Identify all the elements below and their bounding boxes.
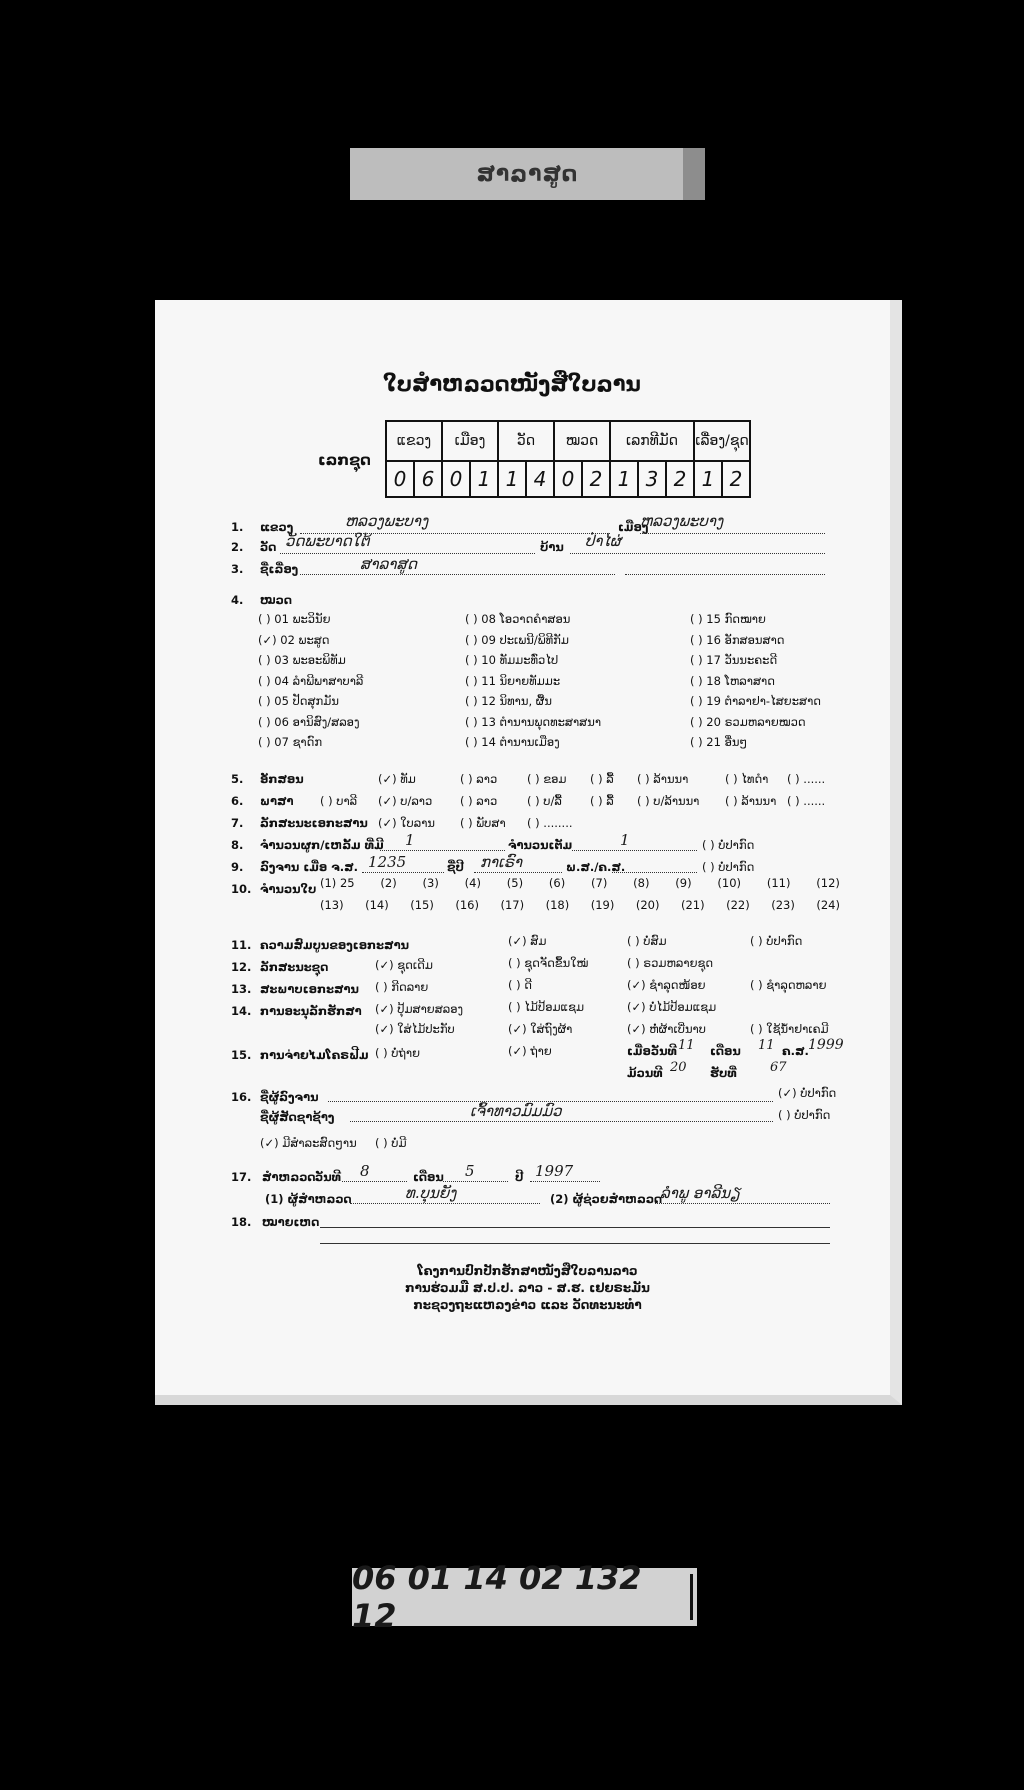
row-5-option[interactable]: ( ) ລາວ (460, 772, 498, 786)
category-checkbox[interactable]: ( ) 05 ປັດສຸກມັນ (258, 694, 339, 708)
row-11-option[interactable]: ( ) ບໍ່ປາກົດ (750, 934, 803, 948)
surveyor-line (350, 1203, 540, 1204)
category-checkbox[interactable]: ( ) 14 ຕຳນານເມືອງ (465, 735, 560, 749)
field-2-value: ວັດພະບາດໃຕ້ (285, 532, 370, 550)
row-6-label: ພາສາ (260, 794, 294, 808)
category-column-1 (258, 612, 363, 756)
row-6-option[interactable]: ( ) ບ/ລ້ານນາ (637, 794, 700, 808)
row-16-option[interactable]: ( ) ບໍ່ມີ (375, 1136, 407, 1150)
category-checkbox[interactable]: ( ) 08 ໂອວາດຄຳສອນ (465, 612, 571, 626)
row-6-option[interactable]: ( ) ...... (787, 794, 826, 808)
code-digit: 3 (638, 461, 666, 497)
bottom-label-edge (690, 1574, 693, 1620)
footer-line: ໂຄງການປົກປັກຮັກສາໜັງສືໃບລານລາວ (417, 1264, 638, 1278)
row-16-number: 16. (231, 1090, 252, 1104)
field-2-number: 2. (231, 540, 244, 554)
row-10-label: ຈຳນວນໃບ (260, 882, 317, 896)
row-7-option[interactable]: ( ) ພັບສາ (460, 816, 506, 830)
row-5-label: ອັກສອນ (260, 772, 304, 786)
row-14-option[interactable]: ( ) ໃຊ້ນ້ຳຢາເຄມີ (750, 1022, 829, 1036)
code-digit: 0 (442, 461, 470, 497)
row-9-line3 (612, 872, 697, 873)
row-9-value2: ກາເຣົາ (480, 853, 523, 871)
microfilm-date-label: ເມື່ອວັນທີ (627, 1044, 677, 1058)
row-8-value: 1 (405, 831, 415, 849)
leaf-count-cell: (15) (410, 898, 434, 912)
microfilm-day: 11 (678, 1038, 695, 1053)
row-8-label: ຈຳນວນຜູກ/ເຫລັ້ມ ທີ່ມີ (260, 838, 384, 852)
microfilm-frame: 67 (770, 1060, 787, 1075)
leaf-count-cell: (11) (766, 876, 791, 890)
category-checkbox[interactable]: ( ) 01 ພະວິນັຍ (258, 612, 331, 626)
field-1-value2: ຫລວງພະບາງ (640, 512, 724, 530)
leaf-count-cell: (6) (548, 876, 566, 890)
row-5-option[interactable]: ( ) ໄທດຳ (725, 772, 769, 786)
row-16-option[interactable]: (✓) ມີສຳລະສົດໆານ (260, 1136, 357, 1150)
row-9-label2: ຊື່ປີ (447, 860, 464, 874)
category-checkbox[interactable]: ( ) 16 ອັກສອນສາດ (690, 632, 785, 647)
microfilm-month-label: ເດືອນ (710, 1044, 741, 1058)
category-checkbox[interactable]: (✓) 02 ພະສູດ (258, 632, 330, 647)
leaf-count-cell: (17) (500, 898, 525, 912)
row-14-number: 14. (231, 1004, 252, 1018)
survey-day-label: ວັນທີ (315, 1170, 342, 1184)
header-strip-text: ສາລາສູດ (476, 161, 579, 187)
field-3-label: ຊື່ເລື່ອງ (260, 562, 299, 576)
row-15-number: 15. (231, 1048, 252, 1062)
row-6-number: 6. (231, 794, 244, 808)
code-digit: 0 (554, 461, 582, 497)
row-6-option[interactable]: (✓) ບ/ລາວ (378, 794, 433, 808)
leaf-count-cell: (24) (816, 898, 840, 912)
row-10-number: 10. (231, 882, 252, 896)
row-12-option[interactable]: ( ) ຣວມຫລາຍຊຸດ (627, 956, 714, 970)
microfilm-year-label: ຄ.ສ. (782, 1044, 809, 1058)
row-14-label: ການອະນຸລັກຮັກສາ (260, 1004, 362, 1018)
field-3-line (300, 574, 615, 575)
survey-year-label: ປີ (515, 1170, 524, 1184)
field-2-label: ວັດ (260, 540, 277, 554)
row-9-number: 9. (231, 860, 244, 874)
field-1-value: ຫລວງພະບາງ (345, 512, 429, 530)
row-11-label: ຄວາມສົມບູນຂອງເອກະສານ (260, 938, 409, 952)
category-checkbox[interactable]: ( ) 20 ຣວມຫລາຍໝວດ (690, 714, 806, 729)
row-13-option[interactable]: ( ) ດີ (508, 978, 532, 992)
footer-line: ກະຊວງຖະແຫລງຂ່າວ ແລະ ວັດທະນະທຳ (413, 1298, 642, 1312)
row-16-value2: ເຈົ້າທາວມົມມົວ (470, 1102, 562, 1120)
microfilm-month: 11 (758, 1038, 775, 1053)
code-header-bundle: ເລກທີມັດ (610, 421, 694, 461)
code-digit: 2 (666, 461, 694, 497)
row-9-label3: ພ.ສ./ຄ.ສ. (566, 860, 626, 874)
category-checkbox[interactable]: ( ) 12 ນິທານ, ຜື້ນ (465, 694, 552, 708)
code-header-category: ໝວດ (554, 421, 610, 461)
row-11-option[interactable]: (✓) ສົມ (508, 934, 547, 948)
leaf-count-cell: (13) (320, 898, 344, 912)
leaf-count-cell: (8) (633, 876, 650, 890)
field-1-label2: ເມືອງ (618, 520, 649, 534)
code-header-story: ເລື່ອງ/ຊຸດ (694, 421, 750, 461)
field-2-line2 (570, 553, 825, 554)
remarks-line (320, 1243, 830, 1244)
header-strip-tab (683, 148, 705, 200)
survey-year: 1997 (535, 1162, 574, 1180)
row-14-option[interactable]: (✓) ບໍ່ໄມ້ປ້ອມແຊມ (627, 1000, 717, 1014)
category-column-2 (465, 612, 601, 756)
leaf-count-cell: (7) (591, 876, 608, 890)
row-7-option[interactable]: (✓) ໃບລານ (378, 816, 435, 830)
remarks-line (320, 1227, 830, 1228)
row-11-number: 11. (231, 938, 252, 952)
row-13-option[interactable]: ( ) ກີດລາຍ (375, 980, 429, 994)
assistant-surveyor-label: (2) ຜູ້ຊ່ວຍສຳຫລວດ (550, 1192, 663, 1206)
category-checkbox[interactable]: ( ) 03 ພະອະພິທັມ (258, 653, 346, 667)
leaf-count-cell: (22) (726, 898, 750, 912)
code-digit: 2 (722, 461, 750, 497)
bottom-code-text: 06 01 14 02 132 12 (352, 1559, 642, 1635)
row-8-label2: ຈຳນວນເຕັມ (508, 838, 573, 852)
row-8-number: 8. (231, 838, 244, 852)
survey-day: 8 (360, 1162, 370, 1180)
leaf-count-cell: (21) (681, 898, 705, 912)
category-checkbox[interactable]: ( ) 17 ວັນນະຄະດີ (690, 653, 778, 667)
row-14-option[interactable]: (✓) ໃສ່ໄມ້ປະກັບ (375, 1022, 455, 1036)
microfilm-roll-label: ມ້ວນທີ (627, 1066, 663, 1080)
code-header-district: ເມືອງ (442, 421, 498, 461)
leaf-count-row-1 (320, 876, 840, 890)
row-13-option[interactable]: (✓) ຊຳລຸດໜ້ອຍ (627, 978, 706, 992)
bottom-code-label (352, 1559, 697, 1635)
row-14-option[interactable]: ( ) ໄມ້ປ້ອມແຊມ (508, 1000, 585, 1014)
row-6-option[interactable]: ( ) ບາລີ (320, 794, 358, 808)
row-17-number: 17. (231, 1170, 252, 1184)
field-2-value2: ປ່າໄຜ່ (585, 532, 622, 550)
row-15-option[interactable]: ( ) ບໍ່ຖ່າຍ (375, 1046, 420, 1060)
leaf-count-cell: (3) (422, 876, 439, 890)
code-digit: 1 (694, 461, 722, 497)
row-18-label: ໝາຍເຫດ (262, 1215, 320, 1229)
leaf-count-cell: (2) (380, 876, 397, 890)
category-checkbox[interactable]: ( ) 11 ນິຍາຍທັມມະ (465, 673, 561, 688)
row-15-option[interactable]: (✓) ຖ່າຍ (508, 1044, 552, 1058)
row-8-value2: 1 (620, 831, 630, 849)
row-12-option[interactable]: ( ) ຊຸດຈັດຂຶ້ນໃໝ່ (508, 956, 589, 970)
leaf-count-cell: (9) (675, 876, 692, 890)
leaf-count-cell: (14) (365, 898, 389, 912)
row-7-label: ລັກສະນະເອກະສານ (260, 816, 368, 830)
row-5-option[interactable]: ( ) ຂອມ (527, 772, 567, 786)
survey-day-line (342, 1181, 407, 1182)
field-3-line2 (625, 574, 825, 575)
leaf-count-cell: (18) (545, 898, 570, 912)
row-7-option[interactable]: ( ) ........ (527, 816, 573, 830)
row-13-number: 13. (231, 982, 252, 996)
leaf-count-cell: (19) (590, 898, 615, 912)
assistant-surveyor-name: ລຳພູ ອາລີນຽ (660, 1184, 741, 1202)
row-9-label: ລົງຈານ ເມື່ອ ຈ.ສ. (260, 860, 358, 874)
category-checkbox[interactable]: ( ) 10 ທັມມະທົ່ວໄປ (465, 653, 559, 667)
microfilm-roll: 20 (670, 1060, 687, 1075)
row-6-option[interactable]: ( ) ບ/ລື້ (527, 794, 562, 808)
row-11-option[interactable]: ( ) ບໍ່ສົມ (627, 934, 667, 948)
surveyor-name: ທ.ບຸນຍັງ (405, 1184, 457, 1202)
field-4-number: 4. (231, 593, 244, 607)
field-1-number: 1. (231, 520, 244, 534)
survey-month-label: ເດືອນ (413, 1170, 444, 1184)
field-1-label: ແຂວງ (260, 520, 294, 534)
footer-line: ການຮ່ວມມື ສ.ປ.ປ. ລາວ - ສ.ຮ. ເຢຍຣະມັນ (405, 1281, 650, 1295)
form-footer (160, 1263, 895, 1314)
row-9-option[interactable]: ( ) ບໍ່ປາກົດ (702, 860, 755, 874)
leaf-count-cell: (16) (455, 898, 479, 912)
row-14-option[interactable]: (✓) ຫໍ່ຜ້າເບີ່ນາບ (627, 1022, 706, 1036)
row-13-label: ສະພາບເອກະສານ (260, 982, 359, 996)
category-checkbox[interactable]: ( ) 09 ປະເພນີ/ພິທີກັມ (465, 632, 569, 647)
row-16-label2: ຊື່ຜູ້ສັດຊາຊ້າງ (260, 1110, 335, 1124)
assistant-surveyor-line (655, 1203, 830, 1204)
category-checkbox[interactable]: ( ) 19 ຕຳລາຢາ-ໄສຍະສາດ (690, 694, 821, 708)
row-9-line2 (474, 872, 562, 873)
category-column-3 (690, 612, 821, 756)
microfilm-year: 1999 (808, 1037, 844, 1053)
row-16-label: ຊື່ຜູ້ລົງຈານ (260, 1090, 319, 1104)
code-header-province: ແຂວງ (386, 421, 442, 461)
code-digit: 1 (470, 461, 498, 497)
code-digit: 1 (498, 461, 526, 497)
microfilm-frame-label: ຮັບທີ່ (710, 1066, 737, 1080)
header-strip-label (350, 148, 705, 200)
row-9-value: 1235 (368, 853, 407, 871)
row-15-label: ການຈ່າຍໄມໂຄຣຟີມ (260, 1048, 369, 1062)
row-5-option[interactable]: ( ) ...... (787, 772, 826, 786)
field-3-number: 3. (231, 562, 244, 576)
code-digit: 1 (610, 461, 638, 497)
category-checkbox[interactable]: ( ) 13 ຕຳນານພຸດທະສາສນາ (465, 714, 602, 729)
row-6-option[interactable]: ( ) ລື້ (590, 794, 614, 808)
row-16-line2 (350, 1121, 773, 1122)
code-digit: 2 (582, 461, 610, 497)
row-9-line (362, 872, 444, 873)
code-digit: 6 (414, 461, 442, 497)
leaf-count-cell: (12) (816, 876, 840, 890)
row-12-option[interactable]: (✓) ຊຸດເດີມ (375, 958, 433, 972)
code-table (385, 420, 751, 498)
row-12-number: 12. (231, 960, 252, 974)
category-checkbox[interactable]: ( ) 04 ລຳພີພາສາບາລີ (258, 673, 364, 688)
leaf-count-row-2 (320, 898, 840, 912)
row-14-option[interactable]: (✓) ປຸ້ມສາຍສລອງ (375, 1002, 464, 1016)
form-title: ໃບສຳຫລວດໜັງສືໃບລານ (383, 372, 641, 396)
category-checkbox[interactable]: ( ) 07 ຊາດົກ (258, 735, 323, 749)
row-6-option[interactable]: ( ) ລາວ (460, 794, 498, 808)
leaf-count-cell: (20) (635, 898, 660, 912)
row-12-label: ລັກສະນະຊຸດ (260, 960, 329, 974)
row-6-option[interactable]: ( ) ລ້ານນາ (725, 794, 777, 808)
row-8-line2 (572, 850, 697, 851)
row-18-number: 18. (231, 1215, 252, 1229)
category-checkbox[interactable]: ( ) 15 ກົດໝາຍ (690, 612, 766, 626)
category-checkbox[interactable]: ( ) 18 ໂຫລາສາດ (690, 673, 775, 688)
row-17-label: ສຳຫລວດ (262, 1170, 316, 1184)
category-checkbox[interactable]: ( ) 21 ອື່ນໆ (690, 735, 748, 749)
row-14-option[interactable]: (✓) ໃສ່ຖົງຜ້າ (508, 1022, 573, 1036)
field-2-line (280, 553, 535, 554)
survey-month: 5 (465, 1162, 475, 1180)
row-7-number: 7. (231, 816, 244, 830)
code-label: ເລກຊຸດ (318, 451, 371, 469)
leaf-count-cell: (4) (464, 876, 481, 890)
row-5-number: 5. (231, 772, 244, 786)
field-2-label2: ບ້ານ (540, 540, 564, 554)
code-digit: 0 (386, 461, 414, 497)
leaf-count-cell: (10) (717, 876, 742, 890)
field-1-line2 (640, 533, 825, 534)
row-8-line (380, 850, 505, 851)
row-13-option[interactable]: ( ) ຊຳລຸດຫລາຍ (750, 978, 827, 992)
row-5-option[interactable]: ( ) ລື້ (590, 772, 614, 786)
surveyor-label: (1) ຜູ້ສຳຫລວດ (265, 1192, 352, 1206)
row-5-option[interactable]: (✓) ທັມ (378, 772, 416, 786)
code-digit: 4 (526, 461, 554, 497)
field-4-label: ໝວດ (260, 593, 292, 607)
row-16-option[interactable]: (✓) ບໍ່ປາກົດ (778, 1086, 837, 1100)
leaf-count-cell: (5) (506, 876, 524, 890)
survey-month-line (443, 1181, 508, 1182)
row-5-option[interactable]: ( ) ລ້ານນາ (637, 772, 689, 786)
leaf-count-cell: (1) 25 (320, 876, 355, 890)
code-header-temple: ວັດ (498, 421, 554, 461)
row-8-option[interactable]: ( ) ບໍ່ປາກົດ (702, 838, 755, 852)
leaf-count-cell: (23) (771, 898, 795, 912)
category-checkbox[interactable]: ( ) 06 ອານິສົງ/ສລອງ (258, 714, 360, 729)
survey-year-line (530, 1181, 600, 1182)
field-3-value: ສາລາສູດ (360, 555, 418, 573)
row-16-option[interactable]: ( ) ບໍ່ປາກົດ (778, 1108, 831, 1122)
